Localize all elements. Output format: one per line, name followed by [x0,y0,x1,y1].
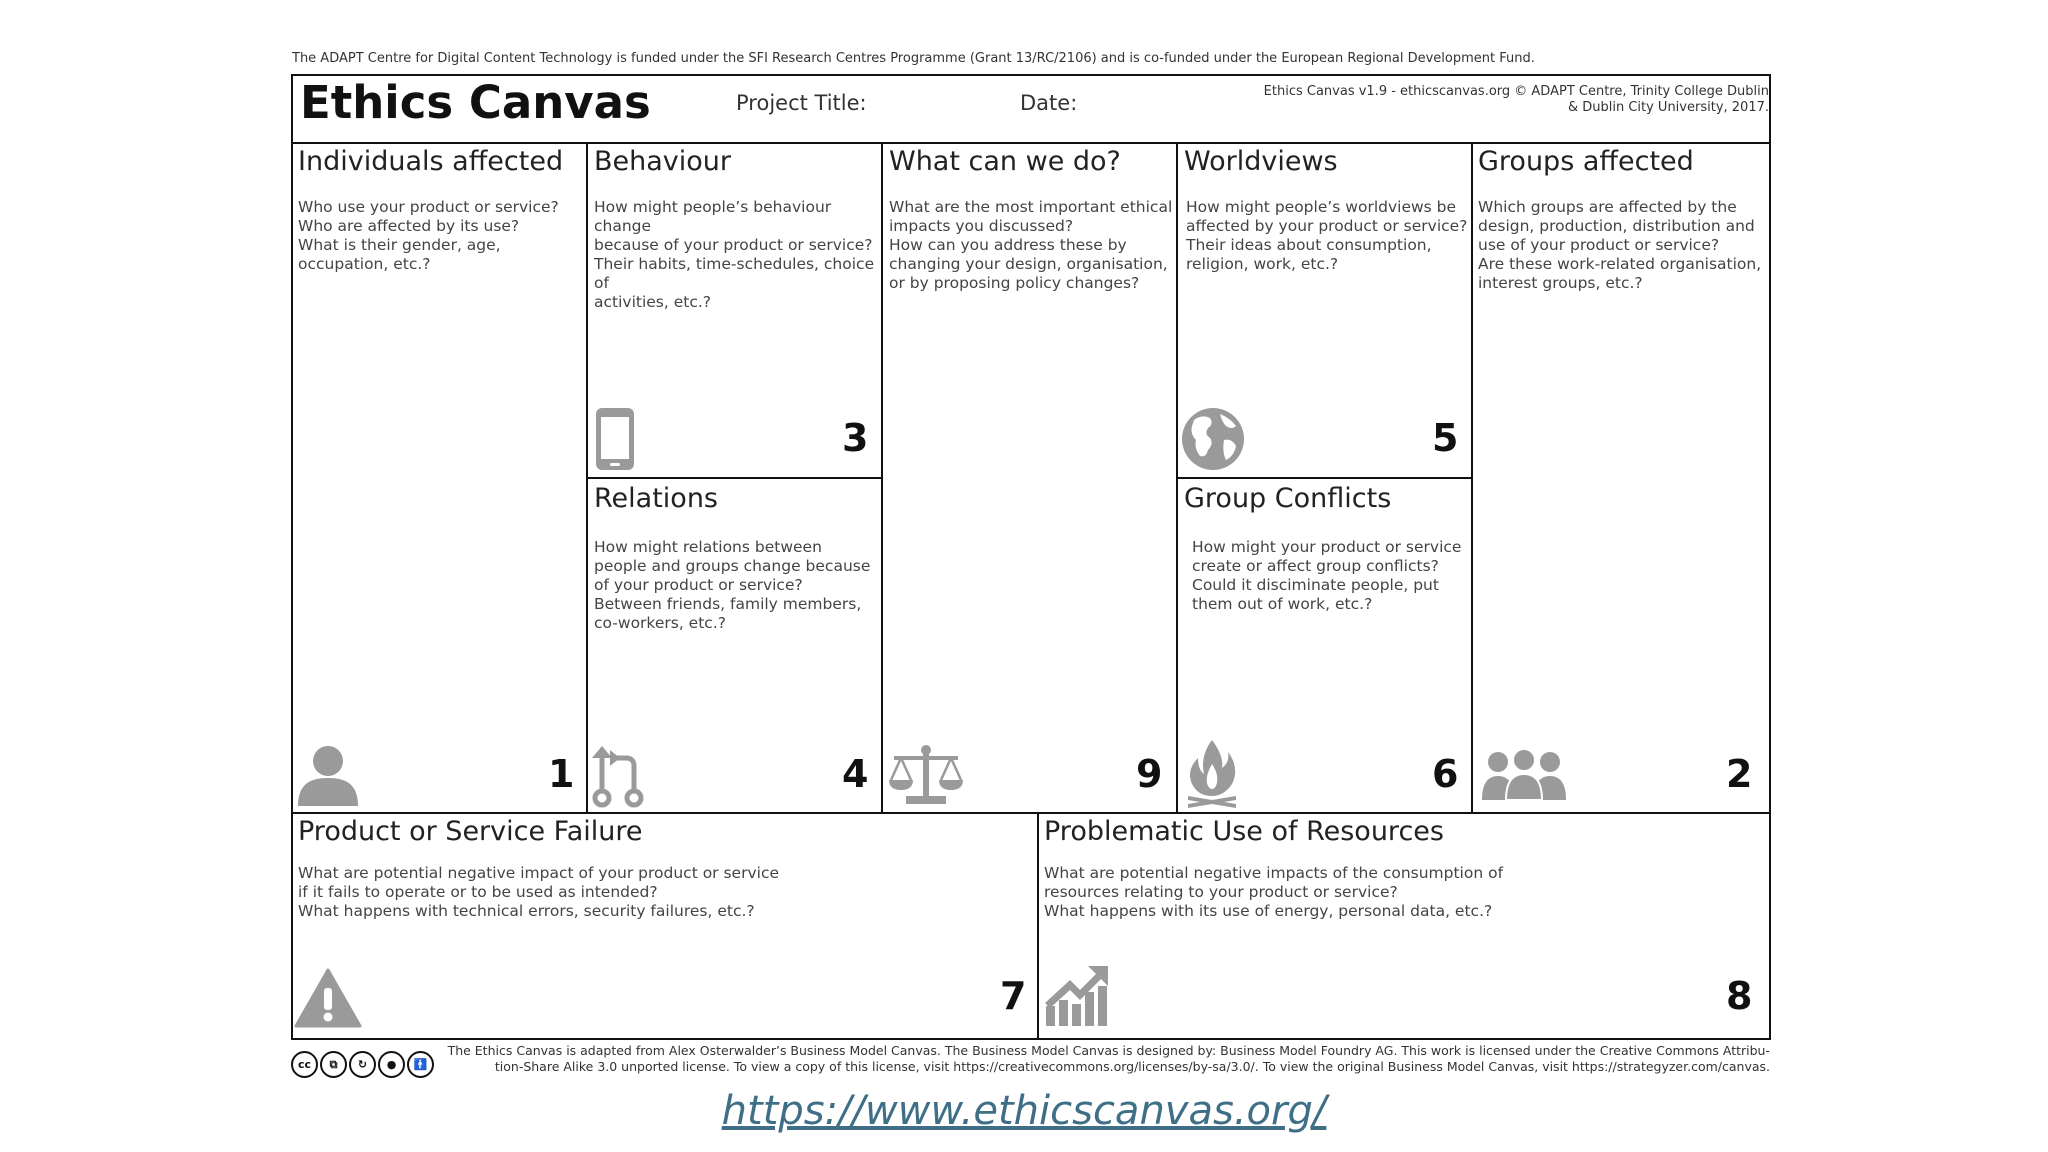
cell-title: Relations [594,483,718,514]
copy-icon: ⧉ [320,1051,347,1078]
phone-icon [594,406,636,472]
globe-icon [1180,406,1246,472]
license-line: The Ethics Canvas is adapted from Alex Osterwalder’s Business Model Canvas. The Business Model Canvas is designed by: Business Model Foundry AG. This work is licensed under the Creative Commons Attribu- [447,1043,1770,1058]
cell-description: How might relations between people and groups change because of your product or service? Between friends, family members, co-workers, etc.? [594,538,871,632]
relations-icon [590,746,646,808]
ethics-canvas-link[interactable]: https://www.ethicscanvas.org/ [721,1088,1327,1134]
canvas-title: Ethics Canvas [300,76,651,129]
warning-icon [294,968,362,1028]
license-line: tion-Share Alike 3.0 unported license. To view a copy of this license, visit https://creativecommons.org/licenses/by-sa/3.0/. To view the original Business Model Canvas, visit https://strategyzer.com/canvas. [494,1059,1770,1074]
scales-icon [888,744,964,806]
fire-icon [1184,738,1240,808]
cell-title: What can we do? [889,146,1121,177]
creative-commons-badges [291,1051,434,1078]
cell-description: What are the most important ethical impacts you discussed? How can you address these by changing your design, organisation, or by proposing policy changes? [889,198,1173,292]
date-label: Date: [1020,91,1078,115]
share-alike-icon: ↻ [349,1051,376,1078]
cell-description: How might people’s worldviews be affected by your product or service? Their ideas about consumption, religion, work, etc.? [1186,198,1468,273]
attribution-icon: 🚹 [407,1051,434,1078]
cell-title: Groups affected [1478,146,1694,177]
cell-number: 6 [1432,752,1459,796]
group-icon [1482,748,1566,800]
cell-description: What are potential negative impacts of the consumption of resources relating to your product or service? What happens with its use of energy, personal data, etc.? [1044,864,1504,920]
cell-title: Worldviews [1184,146,1338,177]
funding-note: The ADAPT Centre for Digital Content Technology is funded under the SFI Research Centres Programme (Grant 13/RC/2106) and is co-funded under the European Regional Development Fund. [292,51,1535,66]
cell-title: Individuals affected [298,146,564,177]
cell-title: Product or Service Failure [298,816,643,847]
cell-number: 2 [1726,752,1753,796]
cell-description: Who use your product or service? Who are affected by its use? What is their gender, age, occupation, etc.? [298,198,559,273]
copyright-line: & Dublin City University, 2017. [1567,100,1769,115]
person-icon [296,744,360,806]
cell-title: Problematic Use of Resources [1044,816,1444,847]
cell-number: 5 [1432,416,1459,460]
copyright-line: Ethics Canvas v1.9 - ethicscanvas.org © ADAPT Centre, Trinity College Dublin [1263,84,1769,99]
cell-number: 7 [1000,974,1027,1018]
project-title-label: Project Title: [736,91,867,115]
grid-divider [291,812,1771,814]
noncommercial-icon: ● [378,1051,405,1078]
cell-description: What are potential negative impact of your product or service if it fails to operate or to be used as intended? What happens with technical errors, security failures, etc.? [298,864,779,920]
grid-divider [586,477,883,479]
cell-number: 9 [1136,752,1163,796]
cc-icon: cc [291,1051,318,1078]
license-note [440,1043,1770,1075]
cell-number: 4 [842,752,869,796]
cell-number: 1 [548,752,575,796]
grid-divider [1037,812,1039,1040]
cell-number: 8 [1726,974,1753,1018]
header-divider [291,142,1771,144]
cell-number: 3 [842,416,869,460]
cell-title: Group Conflicts [1184,483,1392,514]
cell-description: Which groups are affected by the design, production, distribution and use of your product or service? Are these work-related organisation, interest groups, etc.? [1478,198,1762,292]
copyright-note [1249,84,1769,116]
cell-description: How might people’s behaviour change because of your product or service? Their habits, time-schedules, choice of activities, etc.? [594,198,875,311]
chart-growth-icon [1044,966,1110,1026]
cell-title: Behaviour [594,146,732,177]
cell-description: How might your product or service create or affect group conflicts? Could it disciminate people, put them out of work, etc.? [1192,538,1462,613]
grid-divider [1176,477,1473,479]
